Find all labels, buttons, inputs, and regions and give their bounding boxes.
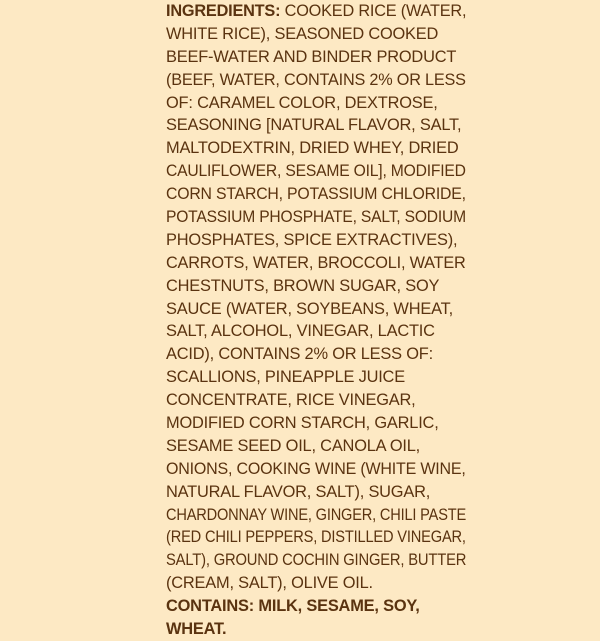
ingredients-line: CHESTNUTS, BROWN SUGAR, SOY [166,276,440,295]
ingredients-line: OF: CARAMEL COLOR, DEXTROSE, [166,93,438,112]
ingredients-line: NATURAL FLAVOR, SALT), SUGAR, [166,482,431,501]
ingredients-line: WHITE RICE), SEASONED COOKED [166,24,439,43]
ingredients-line: CONCENTRATE, RICE VINEGAR, [166,391,416,410]
ingredients-line: MALTODEXTRIN, DRIED WHEY, DRIED [166,139,459,158]
ingredients-line: SESAME SEED OIL, CANOLA OIL, [166,436,421,455]
ingredients-line: ACID), CONTAINS 2% OR LESS OF: [166,345,433,364]
ingredients-line: (CREAM, SALT), OLIVE OIL. [166,574,373,593]
ingredients-line-text: COOKED RICE (WATER, [280,2,467,20]
ingredients-line: (BEEF, WATER, CONTAINS 2% OR LESS [166,70,466,89]
allergen-statement-line: CONTAINS: MILK, SESAME, SOY, [166,597,420,616]
ingredients-line-0 [166,0,467,23]
ingredients-line: CORN STARCH, POTASSIUM CHLORIDE, [166,185,466,204]
ingredients-line: CAULIFLOWER, SESAME OIL], MODIFIED [166,162,466,181]
ingredients-line: SAUCE (WATER, SOYBEANS, WHEAT, [166,299,453,318]
ingredients-line: SCALLIONS, PINEAPPLE JUICE [166,368,405,387]
allergen-statement-line: WHEAT. [166,620,227,639]
ingredients-line: BEEF-WATER AND BINDER PRODUCT [166,47,457,66]
ingredients-line: SALT), GROUND COCHIN GINGER, BUTTER [166,551,467,570]
ingredients-text-block [166,0,466,641]
ingredients-line: CHARDONNAY WINE, GINGER, CHILI PASTE [166,505,467,524]
ingredients-line: MODIFIED CORN STARCH, GARLIC, [166,414,439,433]
ingredients-line: CARROTS, WATER, BROCCOLI, WATER [166,253,466,272]
ingredients-line: SEASONING [NATURAL FLAVOR, SALT, [166,116,462,135]
ingredients-line: (RED CHILI PEPPERS, DISTILLED VINEGAR, [166,528,466,547]
ingredients-line: ONIONS, COOKING WINE (WHITE WINE, [166,459,466,478]
ingredients-heading: INGREDIENTS: [166,2,281,20]
ingredients-line: POTASSIUM PHOSPHATE, SALT, SODIUM [166,208,466,227]
ingredients-line: SALT, ALCOHOL, VINEGAR, LACTIC [166,322,435,341]
ingredients-line: PHOSPHATES, SPICE EXTRACTIVES), [166,230,458,249]
